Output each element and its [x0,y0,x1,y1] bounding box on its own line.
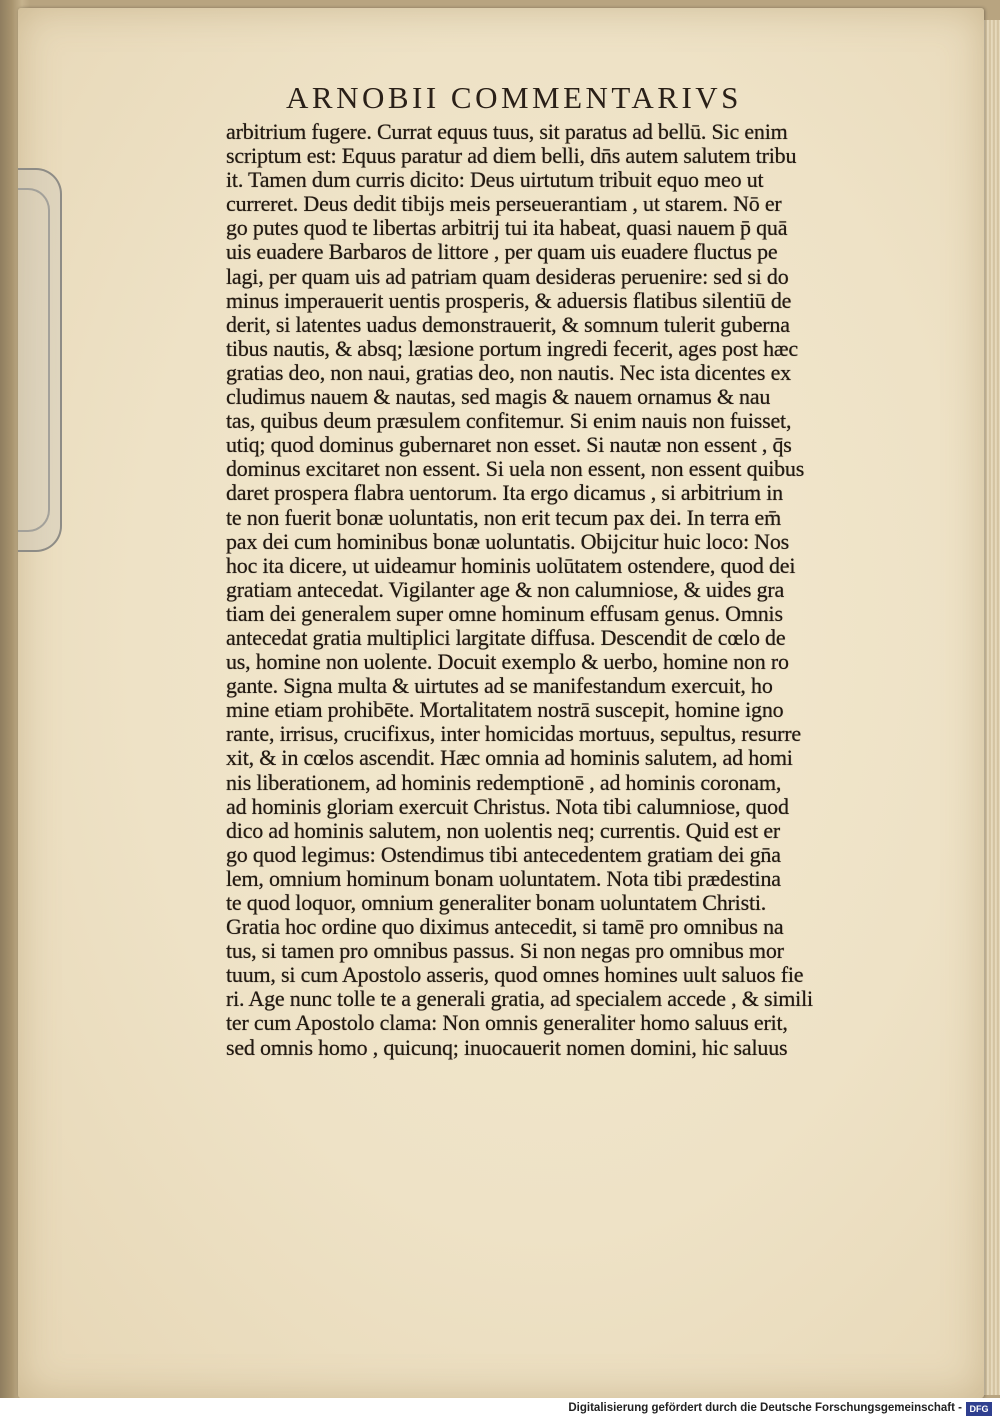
dfg-logo: DFG [966,1402,992,1416]
text-line: derit, si latentes uadus demonstrauerit, & somnum tulerit guberna [226,311,790,337]
footer-bar [0,1398,1000,1421]
text-line: arbitrium fugere. Currat equus tuus, sit paratus ad bellū. Sic enim [226,119,788,144]
text-line: us, homine non uolente. Docuit exemplo & uerbo, homine non ro [226,649,789,675]
text-line: tibus nautis, & absq; læsione portum ingredi fecerit, ages post hæc [226,335,798,361]
text-line: utiq; quod dominus gubernaret non esset. Si nautæ non essent , q̄s [226,432,792,458]
text-line: ri. Age nunc tolle te a generali gratia, ad specialem accede , & simili [226,986,813,1012]
text-line: sed omnis homo , quicunq; inuocauerit nomen domini, hic saluus [226,1034,788,1060]
text-line: hoc ita dicere, ut uideamur hominis uolūtatem ostendere, quod dei [226,552,796,578]
text-line: go putes quod te libertas arbitrij tui ita habeat, quasi nauem p̄ quā [226,215,788,241]
text-line: te non fuerit bonæ uoluntatis, non erit tecum pax dei. In terra em̄ [226,504,781,530]
text-line: tuum, si cum Apostolo asseris, quod omnes homines uult saluos fie [226,962,804,988]
text-line: tas, quibus deum præsulem confitemur. Si enim nauis non fuisset, [226,408,792,434]
running-head: ARNOBII COMMENTARIVS [286,80,742,115]
text-line: te quod loquor, omnium generaliter bonam uoluntatem Christi. [226,890,767,915]
text-line: it. Tamen dum curris dicito: Deus uirtutum tribuit equo meo ut [226,167,764,193]
text-line: nis liberationem, ad hominis redemptionē , ad hominis coronam, [226,769,782,795]
text-line: pax dei cum hominibus bonæ uoluntatis. Obijcitur huic loco: Nos [226,528,790,554]
text-line: gratias deo, non naui, gratias deo, non nautis. Nec ista dicentes ex [226,359,791,385]
text-line: cludimus nauem & nautas, sed magis & nauem ornamus & nau [226,384,771,410]
text-line: go quod legimus: Ostendimus tibi antecedentem gratiam dei gn̄a [226,841,781,867]
text-line: Gratia hoc ordine quo diximus antecedit, si tamē pro omnibus na [226,914,784,940]
text-line: gante. Signa multa & uirtutes ad se manifestandum exercuit, ho [226,673,773,699]
text-line: tus, si tamen pro omnibus passus. Si non negas pro omnibus mor [226,938,784,964]
page-clip-inner [18,188,50,532]
page-edges [983,20,1000,1395]
footer-credit-text: Digitalisierung gefördert durch die Deutsche Forschungsgemeinschaft - [568,1402,962,1414]
text-line: rante, irrisus, crucifixus, inter homicidas mortuus, sepultus, resurre [226,721,801,747]
text-line: lagi, per quam uis ad patriam quam desideras peruenire: sed si do [226,263,789,289]
text-line: gratiam antecedat. Vigilanter age & non calumniose, & uides gra [226,576,785,602]
text-line: dominus excitaret non essent. Si uela non essent, non essent quibus [226,456,805,482]
text-line: daret prospera flabra uentorum. Ita ergo dicamus , si arbitrium in [226,480,783,506]
text-line: antecedat gratia multiplici largitate diffusa. Descendit de cœlo de [226,624,786,650]
text-line: ter cum Apostolo clama: Non omnis generaliter homo saluus erit, [226,1010,788,1036]
text-line: dico ad hominis salutem, non uolentis neq; currentis. Quid est er [226,817,781,843]
text-line: tiam dei generalem super omne hominum effusam genus. Omnis [226,600,783,626]
text-line: xit, & in cœlos ascendit. Hæc omnia ad hominis salutem, ad homi [226,745,793,771]
text-line: lem, omnium hominum bonam uoluntatem. Nota tibi prædestina [226,865,781,891]
text-line: scriptum est: Equus paratur ad diem belli, dn̄s autem salutem tribu [226,143,797,169]
text-line: uis euadere Barbaros de littore , per quam uis euadere fluctus pe [226,239,778,265]
text-line: curreret. Deus dedit tibijs meis perseuerantiam , ut starem. Nō er [226,191,782,217]
text-block [226,120,866,1060]
text-line: ad hominis gloriam exercuit Christus. Nota tibi calumniose, quod [226,793,789,819]
text-line: minus imperauerit uentis prosperis, & aduersis flatibus silentiū de [226,287,792,313]
text-line: mine etiam prohibēte. Mortalitatem nostrā suscepit, homine igno [226,697,784,723]
